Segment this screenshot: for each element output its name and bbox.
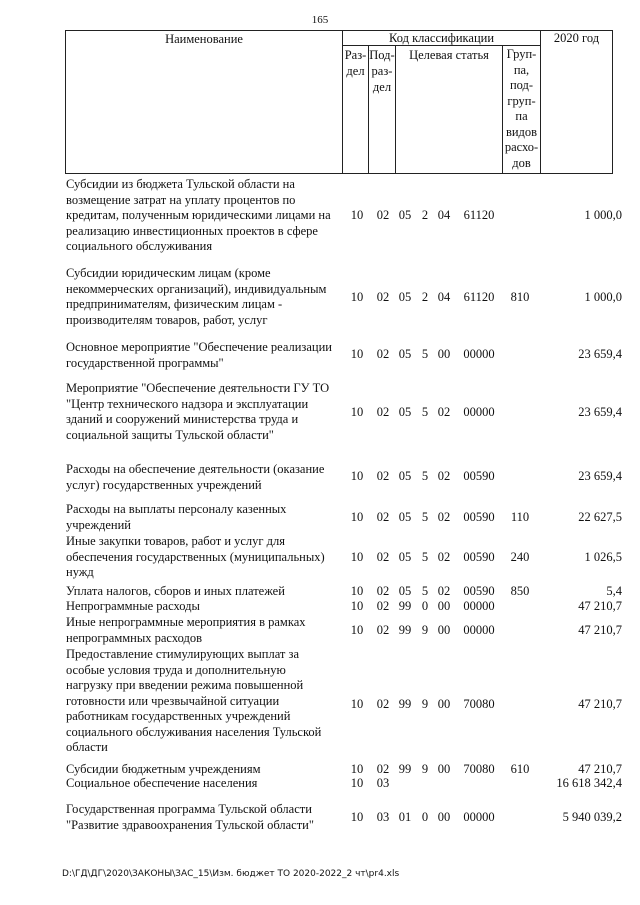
row-amount: 47 210,7 [578, 697, 622, 711]
row-name-line: производителям товаров, работ, услуг [66, 312, 268, 327]
row-code-cs2: 5 [421, 405, 429, 419]
row-code-rz: 10 [350, 623, 364, 637]
row-code-cs2: 2 [421, 290, 429, 304]
row-amount: 47 210,7 [578, 762, 622, 776]
row-name [66, 340, 342, 371]
row-name-line: некоммерческих организаций), индивидуальным [66, 281, 327, 296]
row-code-rz: 10 [350, 347, 364, 361]
row-name [66, 776, 342, 792]
row-code-pr: 02 [376, 584, 390, 598]
header-code: Код классификации [388, 31, 495, 45]
row-name-line: социального обслуживания населения Тульской [66, 724, 322, 739]
row-code-cs2: 5 [421, 347, 429, 361]
row-name-line: возмещение затрат на уплату процентов по [66, 192, 296, 207]
row-name [66, 177, 342, 255]
header-podrazdel-line: дел [372, 80, 392, 94]
row-code-cs4: 00000 [463, 599, 495, 613]
row-name-line: готовности или чрезвычайной ситуации [66, 693, 280, 708]
row-code-cs1: 05 [398, 469, 412, 483]
row-name-line: кредитам, полученным юридическими лицами на [66, 208, 331, 222]
row-name [66, 584, 342, 600]
row-code-cs1: 99 [398, 599, 412, 613]
row-code-cs1: 05 [398, 347, 412, 361]
footer-file-path: D:\ГД\ДГ\2020\ЗАКОНЫ\ЗАС_15\Изм. бюджет ТО 2020-2022_2 чт\pr4.xls [62, 869, 400, 879]
row-code-cs2: 5 [421, 469, 429, 483]
row-code-cs3: 04 [437, 208, 451, 222]
row-name-line: учреждений [66, 517, 131, 532]
header-group-line: па, [513, 62, 530, 77]
row-code-pr: 02 [376, 510, 390, 524]
row-name-line: социального обслуживания [66, 239, 213, 253]
row-code-cs1: 99 [398, 697, 412, 711]
header-razdel-line: Раз- [344, 48, 367, 62]
row-name [66, 502, 342, 533]
row-name-line: услуг) государственных учреждений [66, 477, 262, 492]
row-code-cs1: 05 [398, 290, 412, 304]
row-code-cs2: 5 [421, 550, 429, 564]
row-code-rz: 10 [350, 208, 364, 222]
row-amount: 16 618 342,4 [556, 776, 622, 790]
row-name-line: особые условия труда и дополнительную [66, 662, 286, 677]
row-name-line: Уплата налогов, сборов и иных платежей [66, 584, 285, 598]
row-code-cs2: 9 [421, 697, 429, 711]
row-name-line: зданий и сооружений министерства труда и [66, 412, 299, 426]
row-code-cs2: 0 [421, 599, 429, 613]
row-code-cs3: 02 [437, 469, 451, 483]
row-name [66, 462, 342, 493]
row-name [66, 266, 342, 328]
row-name-line: Субсидии юридическим лицам (кроме [66, 266, 271, 280]
row-name-line: Иные закупки товаров, работ и услуг для [66, 534, 286, 548]
row-name-line: обеспечения государственных (муниципальных) [66, 549, 325, 564]
row-name-line: нагрузку при введении режима повышенной [66, 678, 304, 692]
row-code-vr: 850 [510, 584, 530, 598]
row-code-pr: 02 [376, 697, 390, 711]
row-code-vr: 610 [510, 762, 530, 776]
row-code-cs4: 61120 [463, 208, 495, 222]
row-code-cs2: 9 [421, 623, 429, 637]
row-code-cs4: 00590 [463, 584, 495, 598]
row-code-cs2: 5 [421, 584, 429, 598]
row-code-cs4: 00590 [463, 550, 495, 564]
header-group-line: дов [512, 155, 531, 170]
row-name-line: нужд [66, 565, 94, 579]
header-year: 2020 год [553, 31, 600, 45]
row-code-cs4: 00000 [463, 405, 495, 419]
header-group-line: видов [505, 124, 538, 139]
row-code-cs3: 02 [437, 510, 451, 524]
row-code-pr: 02 [376, 762, 390, 776]
row-code-cs1: 05 [398, 584, 412, 598]
row-name-line: Предоставление стимулирующих выплат за [66, 647, 299, 661]
row-name-line: реализацию инвестиционных проектов в сфере [66, 223, 318, 238]
row-code-cs1: 05 [398, 550, 412, 564]
row-code-cs3: 00 [437, 599, 451, 613]
row-code-cs1: 05 [398, 405, 412, 419]
row-amount: 47 210,7 [578, 623, 622, 637]
row-code-cs1: 05 [398, 208, 412, 222]
col-divider-podrazdel [395, 45, 396, 174]
row-code-cs1: 05 [398, 510, 412, 524]
row-code-cs4: 61120 [463, 290, 495, 304]
row-code-pr: 02 [376, 290, 390, 304]
row-amount: 5 940 039,2 [562, 810, 622, 824]
row-name-line: государственной программы" [66, 355, 224, 370]
row-code-rz: 10 [350, 584, 364, 598]
row-name-line: Государственная программа Тульской области [66, 802, 312, 816]
row-name [66, 615, 342, 646]
row-code-pr: 03 [376, 810, 390, 824]
row-name-line: области [66, 740, 108, 754]
header-group-line: па [515, 109, 528, 123]
row-name [66, 802, 342, 833]
row-code-cs1: 01 [398, 810, 412, 824]
header-razdel [343, 47, 368, 79]
row-code-cs4: 00590 [463, 510, 495, 524]
row-code-pr: 03 [376, 776, 390, 790]
row-code-cs3: 00 [437, 810, 451, 824]
row-name-line: Субсидии из бюджета Тульской области на [66, 177, 295, 191]
row-name-line: Иные непрограммные мероприятия в рамках [66, 615, 306, 629]
row-code-cs4: 00000 [463, 810, 495, 824]
row-code-cs3: 02 [437, 550, 451, 564]
row-code-rz: 10 [350, 550, 364, 564]
row-code-cs3: 02 [437, 584, 451, 598]
header-group-line: расхо- [504, 140, 539, 154]
row-code-cs4: 00000 [463, 623, 495, 637]
row-code-cs4: 00000 [463, 347, 495, 361]
row-code-cs2: 9 [421, 762, 429, 776]
row-name-line: Непрограммные расходы [66, 599, 200, 613]
row-code-rz: 10 [350, 290, 364, 304]
row-code-vr: 110 [510, 510, 530, 524]
row-code-rz: 10 [350, 599, 364, 613]
row-code-cs3: 02 [437, 405, 451, 419]
row-code-vr: 810 [510, 290, 530, 304]
row-amount: 1 026,5 [584, 550, 622, 564]
row-name-line: Социальное обеспечение населения [66, 776, 258, 790]
row-code-cs3: 04 [437, 290, 451, 304]
row-amount: 23 659,4 [578, 469, 622, 483]
header-group-line: под- [509, 78, 534, 92]
row-name-line: работникам государственных учреждений [66, 709, 291, 723]
row-amount: 23 659,4 [578, 405, 622, 419]
row-code-pr: 02 [376, 469, 390, 483]
row-amount: 1 000,0 [584, 290, 622, 304]
row-amount: 23 659,4 [578, 347, 622, 361]
row-code-cs2: 0 [421, 810, 429, 824]
row-name [66, 381, 342, 443]
header-podrazdel-line: раз- [371, 64, 393, 78]
row-name-line: Субсидии бюджетным учреждениям [66, 762, 261, 776]
row-code-cs2: 2 [421, 208, 429, 222]
header-group-line: Груп- [506, 47, 537, 61]
page-number: 165 [311, 14, 329, 26]
row-code-pr: 02 [376, 623, 390, 637]
header-group [503, 47, 540, 171]
row-code-rz: 10 [350, 510, 364, 524]
row-name [66, 534, 342, 581]
row-name-line: непрограммных расходов [66, 630, 202, 645]
row-code-rz: 10 [350, 469, 364, 483]
row-code-cs2: 5 [421, 510, 429, 524]
row-name-line: предпринимателям, физическим лицам - [66, 297, 283, 311]
row-code-pr: 02 [376, 405, 390, 419]
row-code-rz: 10 [350, 697, 364, 711]
header-left-border [65, 30, 66, 174]
row-code-rz: 10 [350, 810, 364, 824]
row-code-pr: 02 [376, 599, 390, 613]
row-name-line: социальной защиты Тульской области" [66, 427, 274, 442]
row-amount: 1 000,0 [584, 208, 622, 222]
row-code-rz: 10 [350, 405, 364, 419]
header-podrazdel [369, 47, 395, 95]
row-amount: 5,4 [606, 584, 622, 598]
header-group-line: груп- [507, 93, 536, 108]
row-code-cs3: 00 [437, 762, 451, 776]
row-name-line: "Развитие здравоохранения Тульской области" [66, 817, 314, 832]
row-code-vr: 240 [510, 550, 530, 564]
row-name-line: Расходы на выплаты персоналу казенных [66, 502, 287, 516]
col-divider-code [540, 30, 541, 174]
row-code-cs1: 99 [398, 762, 412, 776]
row-code-cs1: 99 [398, 623, 412, 637]
row-code-cs4: 00590 [463, 469, 495, 483]
row-code-pr: 02 [376, 208, 390, 222]
row-code-pr: 02 [376, 347, 390, 361]
row-code-cs3: 00 [437, 347, 451, 361]
row-code-rz: 10 [350, 762, 364, 776]
row-name-line: "Центр технического надзора и эксплуатации [66, 396, 309, 411]
header-right-border [612, 30, 613, 174]
row-code-cs4: 70080 [463, 762, 495, 776]
row-code-cs3: 00 [437, 697, 451, 711]
header-razdel-line: дел [346, 64, 365, 78]
header-podrazdel-line: Под- [369, 48, 395, 62]
row-code-cs4: 70080 [463, 697, 495, 711]
row-name-line: Мероприятие "Обеспечение деятельности ГУ ТО [66, 381, 330, 395]
row-name [66, 647, 342, 756]
row-code-cs3: 00 [437, 623, 451, 637]
row-name [66, 599, 342, 615]
row-code-rz: 10 [350, 776, 364, 790]
row-name-line: Расходы на обеспечение деятельности (оказание [66, 462, 325, 476]
header-name: Наименование [165, 32, 243, 46]
row-amount: 22 627,5 [578, 510, 622, 524]
row-name-line: Основное мероприятие "Обеспечение реализации [66, 340, 332, 354]
header-target: Целевая статья [409, 48, 489, 62]
row-code-pr: 02 [376, 550, 390, 564]
row-amount: 47 210,7 [578, 599, 622, 613]
header-bottom-border [65, 173, 613, 174]
